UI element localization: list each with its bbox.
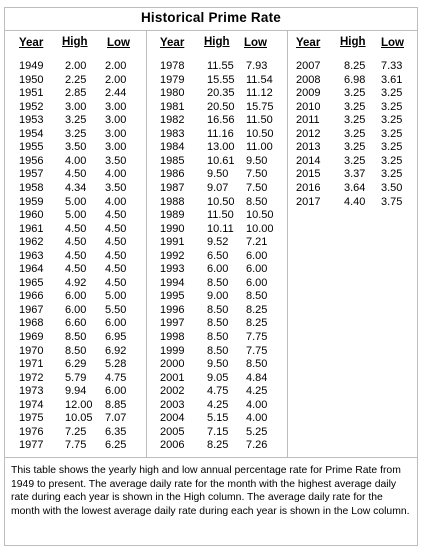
low-cell: 6.92 — [105, 344, 127, 357]
high-cell: 4.50 — [65, 168, 87, 181]
low-cell: 4.84 — [246, 371, 268, 384]
table-row — [147, 290, 288, 303]
table-row — [5, 141, 146, 154]
high-cell: 6.00 — [65, 303, 87, 316]
high-cell: 7.15 — [207, 425, 229, 438]
year-cell: 1978 — [160, 60, 185, 72]
header-high: High — [62, 36, 88, 48]
year-cell: 1992 — [160, 249, 185, 262]
high-cell: 12.00 — [65, 398, 93, 411]
table-row — [5, 182, 146, 195]
year-cell: 2017 — [296, 195, 321, 208]
high-cell: 9.05 — [207, 371, 229, 384]
table-row — [147, 114, 288, 127]
high-cell: 6.00 — [65, 290, 87, 303]
low-cell: 4.50 — [105, 263, 127, 276]
low-cell: 2.44 — [105, 87, 127, 100]
year-cell: 1977 — [19, 439, 44, 452]
year-cell: 1984 — [160, 141, 185, 154]
high-cell: 10.05 — [65, 412, 93, 425]
table-row — [147, 196, 288, 209]
table-row — [5, 290, 146, 303]
high-cell: 6.29 — [65, 358, 87, 371]
low-cell: 3.25 — [381, 168, 403, 181]
table-row — [5, 358, 146, 371]
table-row — [147, 331, 288, 344]
high-cell: 4.00 — [65, 154, 87, 167]
low-cell: 5.28 — [105, 358, 127, 371]
header-year: Year — [160, 37, 185, 49]
high-cell: 3.25 — [65, 127, 87, 140]
high-cell: 11.16 — [207, 127, 234, 140]
low-cell: 3.25 — [381, 87, 403, 100]
table-row — [147, 60, 288, 73]
low-cell: 3.25 — [381, 154, 403, 167]
year-cell: 1996 — [160, 303, 185, 316]
high-cell: 16.56 — [207, 114, 235, 127]
year-cell: 2013 — [296, 141, 321, 154]
year-cell: 1986 — [160, 168, 185, 181]
high-cell: 8.50 — [207, 331, 229, 343]
table-row — [288, 128, 419, 141]
year-cell: 1972 — [19, 371, 44, 384]
year-cell: 1975 — [19, 412, 44, 425]
low-cell: 6.00 — [105, 317, 127, 330]
high-cell: 11.55 — [207, 60, 234, 72]
table-row — [147, 101, 288, 114]
low-cell: 8.50 — [246, 358, 268, 371]
low-cell: 3.25 — [381, 141, 403, 154]
year-cell: 1982 — [160, 114, 185, 127]
table-row — [288, 60, 419, 73]
high-cell: 3.25 — [344, 100, 366, 113]
year-cell: 1960 — [19, 209, 44, 222]
high-cell: 3.25 — [344, 141, 366, 154]
low-cell: 4.50 — [105, 222, 127, 235]
low-cell: 4.00 — [105, 168, 127, 181]
header-low: Low — [244, 37, 267, 49]
table-row — [288, 182, 419, 195]
year-cell: 1985 — [160, 154, 185, 167]
low-cell: 6.25 — [105, 439, 127, 452]
year-cell: 1965 — [19, 276, 44, 289]
low-cell: 10.00 — [246, 222, 274, 235]
high-cell: 20.35 — [207, 87, 235, 100]
low-cell: 10.50 — [246, 209, 274, 222]
high-cell: 2.85 — [65, 87, 87, 100]
table-row — [147, 182, 288, 195]
table-column-3 — [287, 30, 419, 457]
low-cell: 11.00 — [246, 141, 273, 154]
table-row — [147, 209, 288, 222]
low-cell: 4.50 — [105, 236, 127, 249]
high-cell: 4.50 — [65, 236, 87, 249]
table-row — [5, 439, 146, 452]
low-cell: 4.00 — [105, 195, 127, 208]
table-row — [288, 196, 419, 209]
table-row — [147, 141, 288, 154]
high-cell: 5.00 — [65, 209, 87, 222]
year-cell: 1983 — [160, 127, 185, 140]
year-cell: 1989 — [160, 209, 185, 222]
table-row — [147, 399, 288, 412]
year-cell: 2004 — [160, 412, 185, 425]
low-cell: 11.54 — [246, 73, 273, 86]
table-column-2 — [146, 30, 288, 457]
low-cell: 3.50 — [381, 181, 403, 194]
year-cell: 1993 — [160, 263, 185, 276]
high-cell: 3.00 — [65, 100, 87, 113]
header-year: Year — [296, 37, 321, 49]
table-row — [147, 250, 288, 263]
table-row — [147, 385, 288, 398]
year-cell: 1958 — [19, 181, 44, 194]
year-cell: 1953 — [19, 114, 44, 127]
year-cell: 1957 — [19, 168, 44, 181]
year-cell: 1995 — [160, 290, 185, 303]
low-cell: 4.25 — [246, 385, 268, 398]
high-cell: 6.60 — [65, 317, 87, 330]
year-cell: 1979 — [160, 73, 185, 86]
low-cell: 4.50 — [105, 276, 127, 289]
low-cell: 2.00 — [105, 73, 127, 86]
header-low: Low — [381, 37, 404, 49]
high-cell: 4.34 — [65, 181, 87, 194]
table-row — [288, 141, 419, 154]
high-cell: 8.25 — [207, 439, 229, 452]
low-cell: 3.00 — [105, 114, 127, 127]
table-row — [5, 263, 146, 276]
low-cell: 3.50 — [105, 181, 127, 194]
low-cell: 4.00 — [246, 398, 268, 411]
low-cell: 3.00 — [105, 127, 127, 140]
low-cell: 3.50 — [105, 154, 127, 167]
year-cell: 1980 — [160, 87, 185, 100]
high-cell: 3.25 — [344, 87, 366, 100]
low-cell: 11.50 — [246, 114, 273, 127]
low-cell: 6.00 — [246, 276, 268, 289]
high-cell: 3.50 — [65, 141, 87, 154]
low-cell: 9.50 — [246, 154, 268, 167]
low-cell: 3.25 — [381, 100, 403, 113]
table-row — [5, 168, 146, 181]
table-row — [5, 317, 146, 330]
table-row — [5, 345, 146, 358]
table-row — [5, 372, 146, 385]
year-cell: 2000 — [160, 358, 185, 371]
table-row — [147, 128, 288, 141]
year-cell: 1981 — [160, 100, 185, 113]
table-row — [5, 399, 146, 412]
high-cell: 11.50 — [207, 209, 234, 222]
table-row — [5, 277, 146, 290]
year-cell: 2012 — [296, 127, 321, 140]
year-cell: 1954 — [19, 127, 44, 140]
year-cell: 1949 — [19, 60, 44, 72]
table-row — [5, 412, 146, 425]
table-row — [288, 114, 419, 127]
year-cell: 1976 — [19, 425, 44, 438]
high-cell: 6.98 — [344, 73, 366, 86]
year-cell: 1956 — [19, 154, 44, 167]
high-cell: 7.75 — [65, 439, 87, 452]
high-cell: 6.00 — [207, 263, 229, 276]
year-cell: 2010 — [296, 100, 321, 113]
year-cell: 1955 — [19, 141, 44, 154]
high-cell: 8.50 — [207, 344, 229, 357]
table-row — [147, 317, 288, 330]
year-cell: 1969 — [19, 331, 44, 343]
table-row — [5, 114, 146, 127]
year-cell: 1998 — [160, 331, 185, 343]
low-cell: 7.50 — [246, 168, 268, 181]
low-cell: 8.50 — [246, 290, 268, 303]
high-cell: 2.25 — [65, 73, 87, 86]
year-cell: 1950 — [19, 73, 44, 86]
table-row — [147, 236, 288, 249]
year-cell: 1968 — [19, 317, 44, 330]
low-cell: 6.00 — [246, 263, 268, 276]
low-cell: 6.00 — [105, 385, 127, 398]
low-cell: 6.35 — [105, 425, 127, 438]
year-cell: 2016 — [296, 181, 321, 194]
year-cell: 1994 — [160, 276, 185, 289]
high-cell: 13.00 — [207, 141, 235, 154]
low-cell: 7.07 — [105, 412, 127, 425]
high-cell: 5.00 — [65, 195, 87, 208]
year-cell: 1997 — [160, 317, 185, 330]
table-row — [147, 223, 288, 236]
low-cell: 7.26 — [246, 439, 268, 452]
table-row — [147, 426, 288, 439]
table-row — [5, 426, 146, 439]
high-cell: 4.25 — [207, 398, 229, 411]
table-row — [5, 250, 146, 263]
table-row — [5, 304, 146, 317]
high-cell: 3.25 — [344, 127, 366, 140]
table-row — [147, 304, 288, 317]
year-cell: 1962 — [19, 236, 44, 249]
high-cell: 8.50 — [207, 317, 229, 330]
high-cell: 7.25 — [65, 425, 87, 438]
high-cell: 4.50 — [65, 249, 87, 262]
table-row — [147, 277, 288, 290]
table-row — [147, 345, 288, 358]
table-row — [288, 74, 419, 87]
high-cell: 5.15 — [207, 412, 229, 425]
high-cell: 10.50 — [207, 195, 235, 208]
table-row — [5, 223, 146, 236]
year-cell: 2008 — [296, 73, 321, 86]
high-cell: 6.50 — [207, 249, 229, 262]
low-cell: 4.50 — [105, 249, 127, 262]
high-cell: 4.50 — [65, 263, 87, 276]
low-cell: 3.61 — [381, 73, 403, 86]
table-row — [288, 155, 419, 168]
high-cell: 8.50 — [207, 303, 229, 316]
high-cell: 3.25 — [344, 154, 366, 167]
table-row — [5, 128, 146, 141]
table-row — [5, 60, 146, 73]
header-high: High — [204, 36, 230, 48]
low-cell: 3.25 — [381, 114, 403, 127]
high-cell: 9.07 — [207, 181, 229, 194]
low-cell: 4.75 — [105, 371, 127, 384]
year-cell: 2011 — [296, 114, 320, 127]
high-cell: 9.94 — [65, 385, 87, 398]
high-cell: 9.00 — [207, 290, 229, 303]
year-cell: 1959 — [19, 195, 44, 208]
low-cell: 5.00 — [105, 290, 127, 303]
table-row — [147, 412, 288, 425]
high-cell: 9.50 — [207, 358, 229, 371]
table-row — [5, 331, 146, 344]
high-cell: 8.50 — [65, 331, 87, 343]
low-cell: 7.75 — [246, 344, 268, 357]
table-row — [5, 385, 146, 398]
year-cell: 1987 — [160, 181, 185, 194]
year-cell: 2005 — [160, 425, 185, 438]
year-cell: 1974 — [19, 398, 44, 411]
low-cell: 3.00 — [105, 100, 127, 113]
low-cell: 4.00 — [246, 412, 268, 425]
high-cell: 3.25 — [344, 114, 366, 127]
low-cell: 5.50 — [105, 303, 127, 316]
high-cell: 10.11 — [207, 222, 234, 235]
table-row — [147, 74, 288, 87]
table-row — [147, 358, 288, 371]
low-cell: 11.12 — [246, 87, 273, 100]
low-cell: 8.50 — [246, 195, 268, 208]
high-cell: 5.79 — [65, 371, 87, 384]
year-cell: 1991 — [160, 236, 185, 249]
low-cell: 5.25 — [246, 425, 268, 438]
table-row — [147, 439, 288, 452]
low-cell: 3.00 — [105, 141, 127, 154]
year-cell: 1990 — [160, 222, 185, 235]
low-cell: 15.75 — [246, 100, 274, 113]
high-cell: 4.75 — [207, 385, 229, 398]
low-cell: 8.85 — [105, 398, 127, 411]
low-cell: 8.25 — [246, 303, 268, 316]
high-cell: 8.50 — [207, 276, 229, 289]
table-row — [288, 87, 419, 100]
high-cell: 2.00 — [65, 60, 87, 72]
year-cell: 2006 — [160, 439, 185, 452]
table-row — [147, 168, 288, 181]
year-cell: 2015 — [296, 168, 321, 181]
header-year: Year — [19, 37, 44, 49]
table-column-1 — [5, 30, 146, 457]
high-cell: 9.50 — [207, 168, 229, 181]
year-cell: 1951 — [19, 87, 44, 100]
year-cell: 1988 — [160, 195, 185, 208]
high-cell: 3.64 — [344, 181, 366, 194]
low-cell: 7.33 — [381, 60, 403, 72]
year-cell: 2002 — [160, 385, 185, 398]
year-cell: 2001 — [160, 371, 185, 384]
year-cell: 1966 — [19, 290, 44, 303]
high-cell: 4.92 — [65, 276, 87, 289]
year-cell: 1971 — [19, 358, 44, 371]
year-cell: 2003 — [160, 398, 185, 411]
table-row — [5, 196, 146, 209]
header-high: High — [340, 36, 366, 48]
year-cell: 1952 — [19, 100, 44, 113]
prime-rate-table — [4, 7, 418, 546]
year-cell: 1961 — [19, 222, 44, 235]
year-cell: 1963 — [19, 249, 44, 262]
year-cell: 1964 — [19, 263, 44, 276]
table-row — [5, 101, 146, 114]
low-cell: 3.75 — [381, 195, 403, 208]
high-cell: 8.25 — [344, 60, 366, 72]
table-row — [5, 155, 146, 168]
table-row — [147, 87, 288, 100]
low-cell: 7.75 — [246, 331, 268, 343]
low-cell: 10.50 — [246, 127, 274, 140]
high-cell: 15.55 — [207, 73, 235, 86]
table-row — [147, 263, 288, 276]
high-cell: 3.25 — [65, 114, 87, 127]
year-cell: 2014 — [296, 154, 321, 167]
high-cell: 4.50 — [65, 222, 87, 235]
table-row — [5, 74, 146, 87]
high-cell: 9.52 — [207, 236, 229, 249]
table-row — [147, 372, 288, 385]
high-cell: 3.37 — [344, 168, 366, 181]
table-row — [288, 101, 419, 114]
table-row — [5, 87, 146, 100]
low-cell: 6.00 — [246, 249, 268, 262]
high-cell: 4.40 — [344, 195, 366, 208]
year-cell: 2009 — [296, 87, 321, 100]
low-cell: 6.95 — [105, 331, 127, 343]
year-cell: 1973 — [19, 385, 44, 398]
low-cell: 7.21 — [246, 236, 268, 249]
table-row — [5, 209, 146, 222]
footnote-divider — [5, 457, 417, 458]
year-cell: 2007 — [296, 60, 321, 72]
footnote-text: This table shows the yearly high and low annual percentage rate for Prime Rate from 1949 to present. The average daily rate for the month with the highest average daily rate during each year is shown in the High column. The average daily rate for the month with the lowest average daily rate during each year is shown in the Low column. — [11, 465, 410, 517]
year-cell: 1967 — [19, 303, 44, 316]
table-row — [147, 155, 288, 168]
header-low: Low — [107, 37, 130, 49]
low-cell: 2.00 — [105, 60, 127, 72]
low-cell: 7.50 — [246, 181, 268, 194]
high-cell: 8.50 — [65, 344, 87, 357]
low-cell: 7.93 — [246, 60, 268, 72]
low-cell: 8.25 — [246, 317, 268, 330]
low-cell: 4.50 — [105, 209, 127, 222]
high-cell: 10.61 — [207, 154, 235, 167]
year-cell: 1999 — [160, 344, 185, 357]
low-cell: 3.25 — [381, 127, 403, 140]
high-cell: 20.50 — [207, 100, 235, 113]
table-title: Historical Prime Rate — [140, 10, 281, 25]
year-cell: 1970 — [19, 344, 44, 357]
table-row — [288, 168, 419, 181]
table-row — [5, 236, 146, 249]
